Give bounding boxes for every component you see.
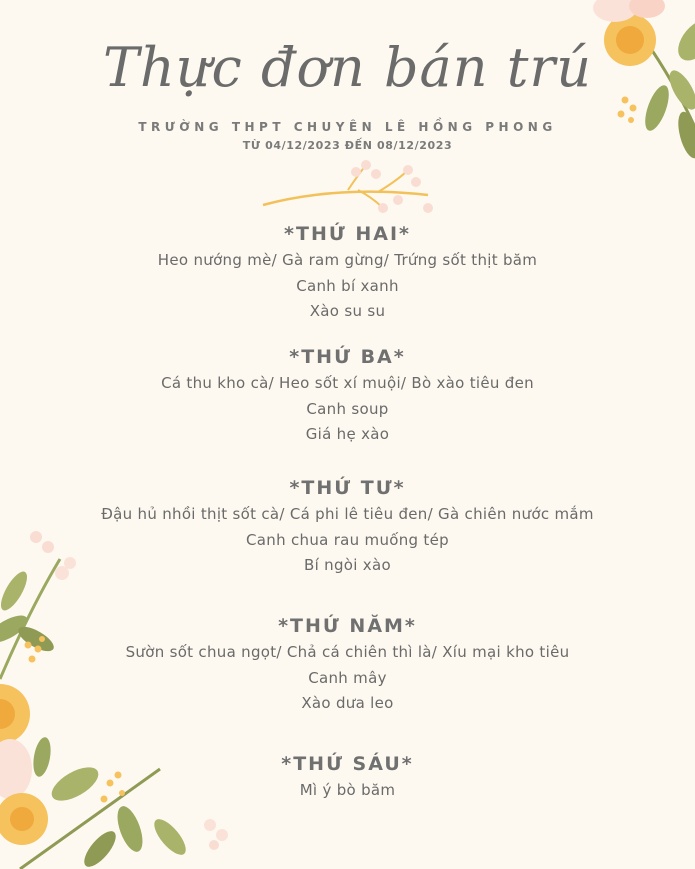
menu-item: Xào dưa leo <box>301 694 394 712</box>
menu-item: Canh bí xanh <box>296 276 399 295</box>
date-range: TỪ 04/12/2023 ĐẾN 08/12/2023 <box>242 139 453 152</box>
menu-item: Canh soup <box>306 399 389 418</box>
menu-item: Mì ý bò băm <box>299 781 396 799</box>
day-section-monday <box>0 222 695 325</box>
menu-item: Sườn sốt chua ngọt/ Chả cá chiên thì là/ Xíu mại kho tiêu <box>125 643 570 661</box>
page-title: Thực đơn bán trú <box>102 36 592 99</box>
school-name: TRƯỜNG THPT CHUYÊN LÊ HỒNG PHONG <box>138 120 557 134</box>
day-section-tuesday <box>0 345 695 448</box>
menu-item: Xào su su <box>309 302 386 320</box>
menu-item: Giá hẹ xào <box>305 425 390 443</box>
day-name: *THỨ BA* <box>289 346 406 368</box>
menu-item: Canh mây <box>308 668 387 687</box>
day-name: *THỨ SÁU* <box>281 753 414 775</box>
menu-item: Canh chua rau muống tép <box>246 530 449 549</box>
menu-item: Heo nướng mè/ Gà ram gừng/ Trứng sốt thịt băm <box>157 251 538 269</box>
menu-item: Cá thu kho cà/ Heo sốt xí muội/ Bò xào tiêu đen <box>161 374 534 392</box>
day-name: *THỨ NĂM* <box>278 615 417 637</box>
menu-item: Bí ngòi xào <box>304 556 391 574</box>
day-name: *THỨ HAI* <box>284 223 411 245</box>
menu-item: Đậu hủ nhồi thịt sốt cà/ Cá phi lê tiêu đen/ Gà chiên nước mắm <box>101 505 594 523</box>
floral-corner-bottom-left <box>0 519 250 869</box>
floral-sprig-divider <box>258 160 438 220</box>
day-name: *THỨ TƯ* <box>289 477 406 499</box>
